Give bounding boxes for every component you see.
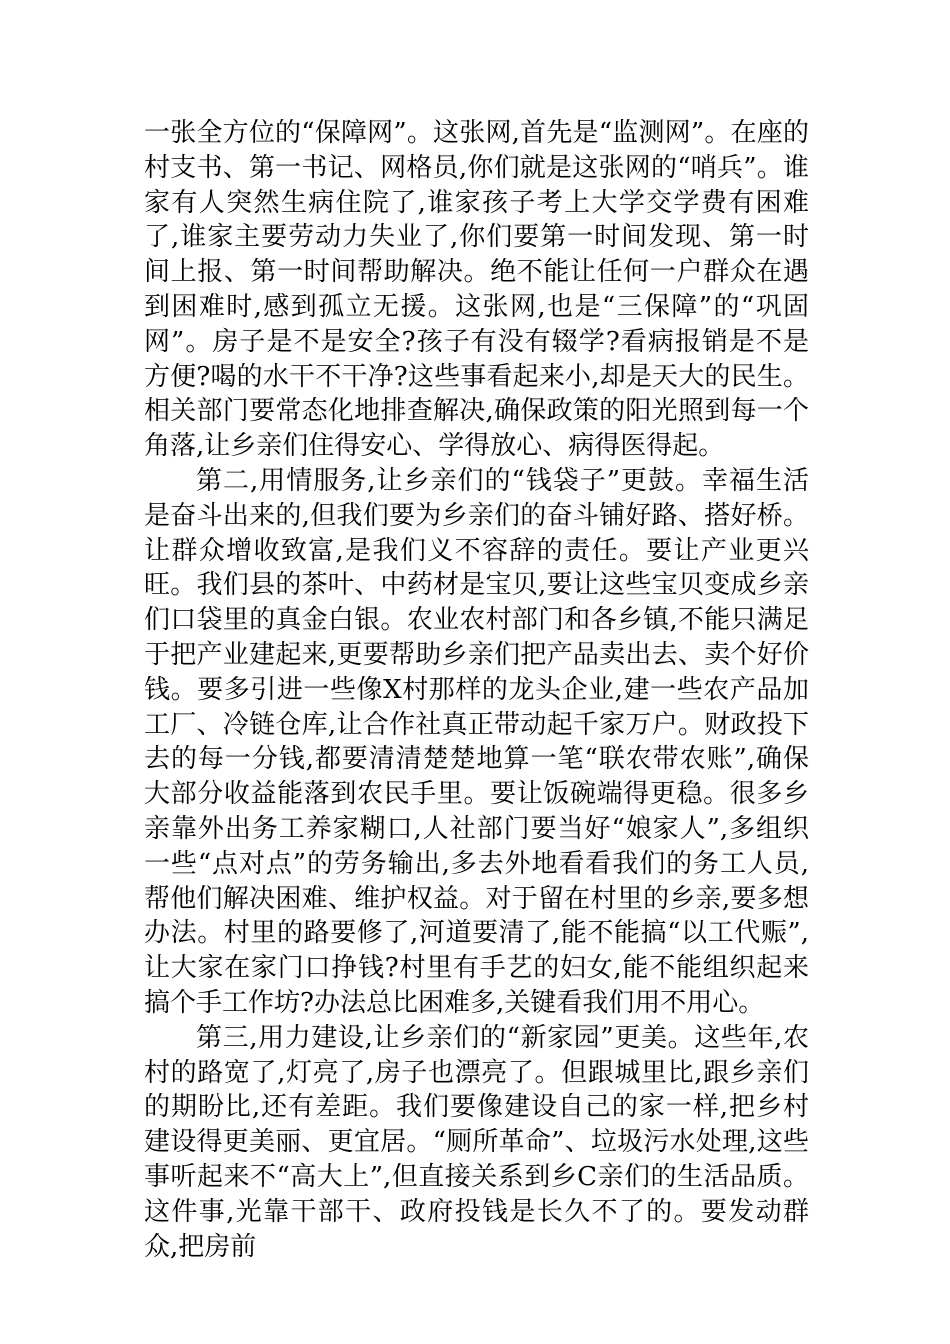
paragraph-1: 一张全方位的“保障网”。这张网,首先是“监测网”。在座的村支书、第一书记、网格员,你们就是这张网的“哨兵”。谁家有人突然生病住院了,谁家孩子考上大学交学费有困难了,谁家主要劳动力失业了,你们要第一时间发现、第一时间上报、第一时间帮助解决。绝不能让任何一户群众在遇到困难时,感到孤立无援。这张网,也是“三保障”的“巩固网”。房子是不是安全?孩子有没有辍学?看病报销是不是方便?喝的水干不干净?这些事看起来小,却是天大的民生。相关部门要常态化地排查解决,确保政策的阳光照到每一个角落,让乡亲们住得安心、学得放心、病得医得起。 — [144, 118, 809, 462]
document-body — [144, 116, 809, 1264]
paragraph-3: 第三,用力建设,让乡亲们的“新家园”更美。这些年,农村的路宽了,灯亮了,房子也漂亮了。但跟城里比,跟乡亲们的期盼比,还有差距。我们要像建设自己的家一样,把乡村建设得更美丽、更宜居。“厕所革命”、垃圾污水处理,这些事听起来不“高大上”,但直接关系到乡C亲们的生活品质。这件事,光靠干部干、政府投钱是长久不了的。要发动群众,把房前 — [144, 1022, 809, 1262]
paragraph-2: 第二,用情服务,让乡亲们的“钱袋子”更鼓。幸福生活是奋斗出来的,但我们要为乡亲们的奋斗铺好路、搭好桥。让群众增收致富,是我们义不容辞的责任。要让产业更兴旺。我们县的茶叶、中药材是宝贝,要让这些宝贝变成乡亲们口袋里的真金白银。农业农村部门和各乡镇,不能只满足于把产业建起来,更要帮助乡亲们把产品卖出去、卖个好价钱。要多引进一些像X村那样的龙头企业,建一些农产品加工厂、冷链仓库,让合作社真正带动起千家万户。财政投下去的每一分钱,都要清清楚楚地算一笔“联农带农账”,确保大部分收益能落到农民手里。要让饭碗端得更稳。很多乡亲靠外出务工养家糊口,人社部门要当好“娘家人”,多组织一些“点对点”的劳务输出,多去外地看看我们的务工人员,帮他们解决困难、维护权益。对于留在村里的乡亲,要多想办法。村里的路要修了,河道要清了,能不能搞“以工代赈”,让大家在家门口挣钱?村里有手艺的妇女,能不能组织起来搞个手工作坊?办法总比困难多,关键看我们用不用心。 — [144, 465, 809, 1018]
